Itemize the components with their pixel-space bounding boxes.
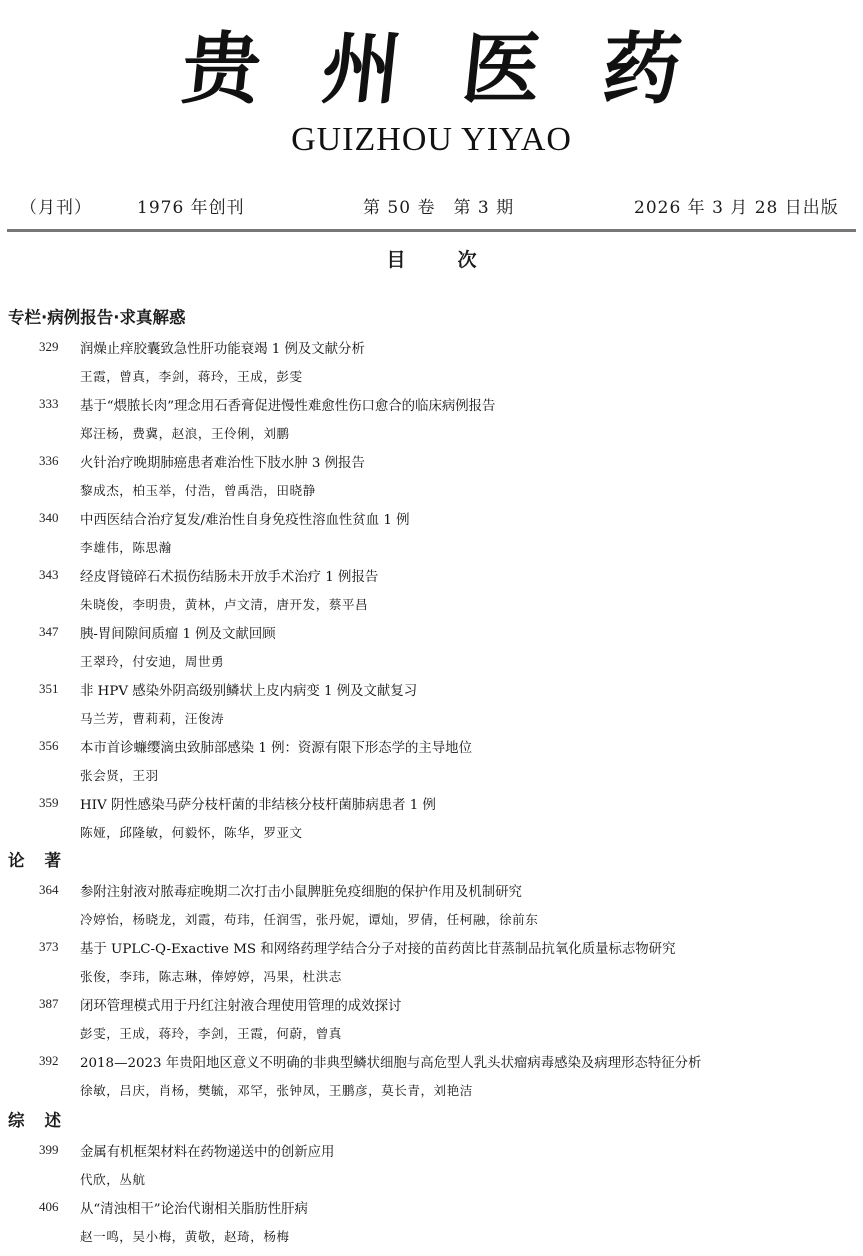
header-divider	[7, 229, 856, 232]
toc-heading	[0, 245, 863, 272]
article-title[interactable]: 胰-胃间隙间质瘤 1 例及文献回顾	[80, 627, 276, 642]
article-authors: 冷婷怡，杨晓龙，刘霞，苟玮，任润雪，张丹妮，谭灿，罗倩，任柯融，徐前东	[80, 912, 539, 927]
section-title-case-reports: 专栏·病例报告·求真解惑	[8, 308, 186, 327]
toc-entry[interactable]	[0, 453, 863, 510]
toc-entry[interactable]	[0, 795, 863, 852]
article-authors: 徐敏，吕庆，肖杨，樊毓，邓罕，张钟凤，王鹏彦，莫长青，刘艳洁	[80, 1083, 473, 1098]
article-title[interactable]: HIV 阴性感染马萨分枝杆菌的非结核分枝杆菌肺病患者 1 例	[80, 798, 436, 813]
toc-heading-char-2: 次	[457, 249, 477, 271]
article-title[interactable]: 金属有机框架材料在药物递送中的创新应用	[80, 1145, 335, 1160]
toc-entry[interactable]	[0, 567, 863, 624]
page-number: 364	[39, 882, 59, 897]
toc-entry[interactable]	[0, 939, 863, 996]
page-number: 333	[39, 396, 59, 411]
article-authors: 赵一鸣，吴小梅，黄敬，赵琦，杨梅	[80, 1229, 290, 1244]
article-authors: 张会贤，王羽	[80, 768, 159, 783]
toc-entry[interactable]	[0, 681, 863, 738]
article-authors: 张俊，李玮，陈志琳，俸婷婷，冯果，杜洪志	[80, 969, 342, 984]
article-authors: 朱晓俊，李明贵，黄林，卢文清，唐开发，蔡平昌	[80, 597, 369, 612]
section-title-reviews: 综述	[8, 1111, 81, 1130]
page-number: 340	[39, 510, 59, 525]
article-title[interactable]: 火针治疗晚期肺癌患者难治性下肢水肿 3 例报告	[80, 456, 365, 471]
article-authors: 王翠玲，付安迪，周世勇	[80, 654, 225, 669]
toc-entry[interactable]	[0, 1053, 863, 1110]
article-title[interactable]: 本市首诊蠊缨滴虫致肺部感染 1 例：资源有限下形态学的主导地位	[80, 741, 472, 756]
toc-entry[interactable]	[0, 339, 863, 396]
page-number: 336	[39, 453, 59, 468]
article-authors: 陈娅，邱隆敏，何毅怀，陈华，罗亚文	[80, 825, 303, 840]
article-authors: 郑汪杨，费冀，赵浪，王伶俐，刘鹏	[80, 426, 290, 441]
page-number: 392	[39, 1053, 59, 1068]
toc-heading-char-1: 目	[386, 249, 406, 271]
article-authors: 代欣，丛航	[80, 1172, 146, 1187]
page-number: 356	[39, 738, 59, 753]
publish-date-label: 2026 年 3 月 28 日出版	[634, 198, 839, 218]
page-number: 373	[39, 939, 59, 954]
article-title[interactable]: 参附注射液对脓毒症晚期二次打击小鼠脾脏免疫细胞的保护作用及机制研究	[80, 885, 522, 900]
article-authors: 彭雯，王成，蒋玲，李剑，王霞，何蔚，曾真	[80, 1026, 342, 1041]
toc-entry[interactable]	[0, 510, 863, 567]
page-number: 359	[39, 795, 59, 810]
article-title[interactable]: 从“清浊相干”论治代谢相关脂肪性肝病	[80, 1202, 308, 1217]
article-title[interactable]: 闭环管理模式用于丹红注射液合理使用管理的成效探讨	[80, 999, 402, 1014]
frequency-label: （月刊）	[20, 198, 92, 218]
toc-entry[interactable]	[0, 996, 863, 1053]
article-title[interactable]: 润燥止痒胶囊致急性肝功能衰竭 1 例及文献分析	[80, 342, 365, 357]
article-title[interactable]: 基于“煨脓长肉”理念用石香膏促进慢性难愈性伤口愈合的临床病例报告	[80, 399, 496, 414]
toc-entry[interactable]	[0, 882, 863, 939]
article-authors: 马兰芳，曹莉莉，汪俊涛	[80, 711, 225, 726]
page-number: 399	[39, 1142, 59, 1157]
article-title[interactable]: 2018—2023 年贵阳地区意义不明确的非典型鳞状细胞与高危型人乳头状瘤病毒感染及病理形态特征分析	[80, 1056, 702, 1071]
article-authors: 李雄伟，陈思瀚	[80, 540, 172, 555]
toc-entry[interactable]	[0, 1199, 863, 1256]
article-title[interactable]: 非 HPV 感染外阴高级别鳞状上皮内病变 1 例及文献复习	[80, 684, 418, 699]
article-title[interactable]: 中西医结合治疗复发/难治性自身免疫性溶血性贫血 1 例	[80, 513, 410, 528]
issue-info-row	[0, 193, 863, 223]
article-title[interactable]: 基于 UPLC-Q-Exactive MS 和网络药理学结合分子对接的苗药茵比苷蒸制品抗氧化质量标志物研究	[80, 942, 676, 957]
journal-title-cn: 贵州医药	[177, 24, 748, 115]
page-number: 351	[39, 681, 59, 696]
toc-entry[interactable]	[0, 396, 863, 453]
page-number: 347	[39, 624, 59, 639]
journal-title-en: GUIZHOU YIYAO	[291, 121, 572, 158]
toc-entry[interactable]	[0, 1142, 863, 1199]
article-title[interactable]: 经皮肾镜碎石术损伤结肠未开放手术治疗 1 例报告	[80, 570, 379, 585]
toc-entry[interactable]	[0, 624, 863, 681]
article-authors: 王霞，曾真，李剑，蒋玲，王成，彭雯	[80, 369, 303, 384]
volume-issue-label: 第 50 卷 第 3 期	[363, 198, 515, 218]
page-number: 406	[39, 1199, 59, 1214]
page-number: 329	[39, 339, 59, 354]
page-number: 343	[39, 567, 59, 582]
founded-label: 1976 年创刊	[137, 198, 245, 218]
section-title-original-articles: 论著	[8, 851, 81, 870]
article-authors: 黎成杰，柏玉举，付浩，曾禹浩，田晓静	[80, 483, 316, 498]
page-number: 387	[39, 996, 59, 1011]
toc-entry[interactable]	[0, 738, 863, 795]
